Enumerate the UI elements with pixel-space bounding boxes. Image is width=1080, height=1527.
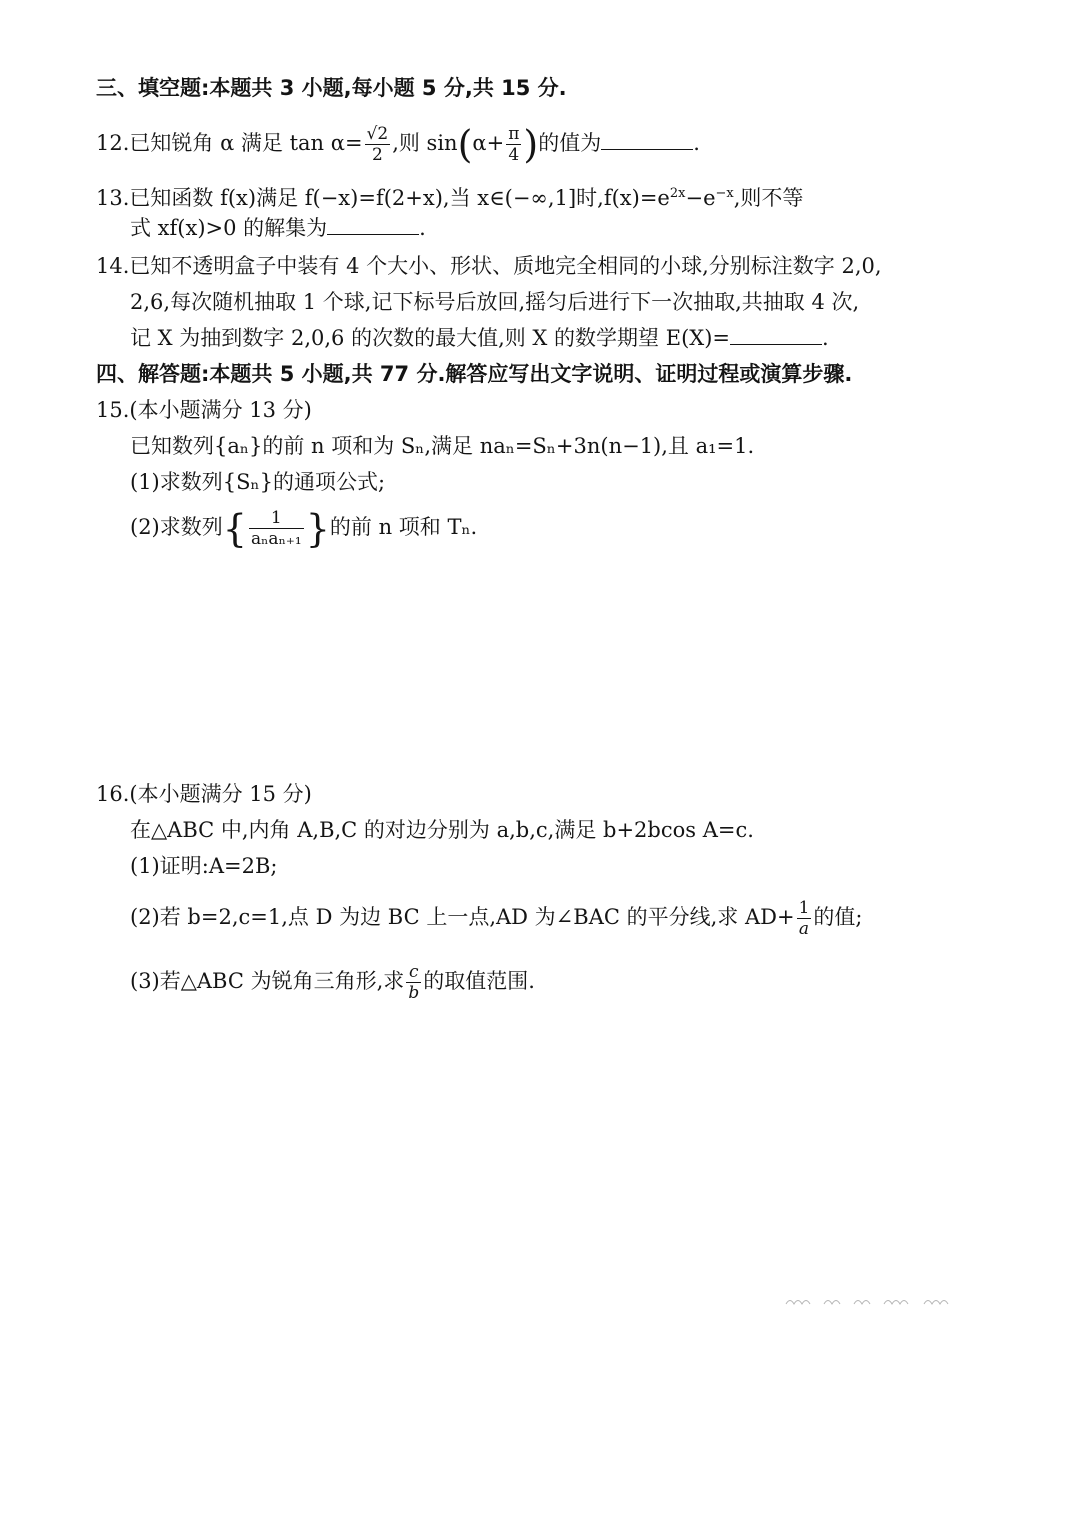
q13-tail1: ,则不等 bbox=[733, 186, 804, 210]
q15-part2-prefix: (2)求数列 bbox=[130, 515, 223, 539]
question-16-part-3 bbox=[130, 962, 1020, 1003]
faded-footer-watermark bbox=[784, 1296, 960, 1306]
question-14-line-3 bbox=[130, 322, 1020, 354]
q14-end: . bbox=[822, 326, 829, 350]
q16-part2-prefix: (2)若 b=2,c=1,点 D 为边 BC 上一点,AD 为∠BAC 的平分线,求 AD+ bbox=[130, 905, 795, 929]
q15-right-brace: } bbox=[305, 506, 330, 551]
q16-part3-suffix: 的取值范围. bbox=[423, 969, 535, 993]
question-14-line-2: 2,6,每次随机抽取 1 个球,记下标号后放回,摇匀后进行下一次抽取,共抽取 4 次, bbox=[130, 290, 860, 314]
q15-part2-suffix: 的前 n 项和 Tₙ. bbox=[329, 515, 478, 539]
question-12 bbox=[96, 124, 1020, 165]
question-16-part-2 bbox=[130, 898, 1020, 939]
q12-fraction bbox=[365, 124, 391, 165]
question-15-part-2 bbox=[130, 508, 1020, 549]
q12-suffix: 的值为 bbox=[538, 131, 602, 155]
q12-frac-num: √2 bbox=[366, 124, 389, 144]
question-16-title: 16.(本小题满分 15 分) bbox=[96, 782, 312, 806]
q12-pi-num: π bbox=[508, 124, 520, 144]
question-13-line-1 bbox=[96, 178, 1020, 214]
q15-fraction bbox=[249, 508, 304, 549]
q15-left-brace: { bbox=[222, 506, 247, 551]
q13-end: . bbox=[419, 216, 426, 240]
q12-prefix: 12.已知锐角 α 满足 tan α= bbox=[96, 131, 363, 155]
section-4-heading: 四、解答题:本题共 5 小题,共 77 分.解答应写出文字说明、证明过程或演算步骤. bbox=[96, 362, 853, 386]
question-15-title: 15.(本小题满分 13 分) bbox=[96, 398, 312, 422]
q13-exp1: 2x bbox=[669, 186, 686, 201]
q16-part2-suffix: 的值; bbox=[813, 905, 863, 929]
q13-answer-blank bbox=[327, 216, 419, 235]
question-15-part-1: (1)求数列{Sₙ}的通项公式; bbox=[130, 470, 386, 494]
q13-line2: 式 xf(x)>0 的解集为 bbox=[130, 216, 328, 240]
q12-pi-den: 4 bbox=[508, 145, 520, 165]
q12-right-paren: ) bbox=[523, 122, 539, 167]
question-15-stem: 已知数列{aₙ}的前 n 项和为 Sₙ,满足 naₙ=Sₙ+3n(n−1),且 a₁=1. bbox=[130, 434, 755, 458]
q14-answer-blank bbox=[730, 326, 822, 345]
q16-part2-fraction bbox=[797, 898, 812, 939]
question-16-stem: 在△ABC 中,内角 A,B,C 的对边分别为 a,b,c,满足 b+2bcos A=c. bbox=[130, 818, 754, 842]
q12-end: . bbox=[693, 131, 700, 155]
q12-mid: ,则 sin bbox=[392, 131, 458, 155]
q16-part3-prefix: (3)若△ABC 为锐角三角形,求 bbox=[130, 969, 405, 993]
q15-frac-num: 1 bbox=[249, 508, 304, 529]
q16-part3-num: c bbox=[406, 962, 421, 983]
q13-line1: 13.已知函数 f(x)满足 f(−x)=f(2+x),当 x∈(−∞,1]时,f(x)=e bbox=[96, 186, 670, 210]
q16-part3-fraction bbox=[406, 962, 421, 1003]
q15-frac-den: aₙaₙ₊₁ bbox=[250, 529, 302, 549]
q12-pi-fraction bbox=[506, 124, 521, 165]
q14-line3: 记 X 为抽到数字 2,0,6 的次数的最大值,则 X 的数学期望 E(X)= bbox=[130, 326, 730, 350]
q13-exp2: −x bbox=[715, 186, 734, 201]
q16-part2-num: 1 bbox=[798, 898, 810, 918]
q12-left-paren: ( bbox=[457, 122, 473, 167]
question-13-line-2 bbox=[130, 212, 1020, 244]
q12-frac-den: 2 bbox=[371, 145, 383, 165]
q12-answer-blank bbox=[601, 131, 693, 150]
question-16-part-1: (1)证明:A=2B; bbox=[130, 854, 278, 878]
section-3-heading: 三、填空题:本题共 3 小题,每小题 5 分,共 15 分. bbox=[96, 76, 567, 100]
question-14-line-1: 14.已知不透明盒子中装有 4 个大小、形状、质地完全相同的小球,分别标注数字 2,0, bbox=[96, 254, 882, 278]
q16-part2-den: a bbox=[798, 919, 810, 939]
q12-inner: α+ bbox=[472, 131, 505, 155]
q16-part3-den: b bbox=[408, 983, 420, 1003]
q13-minus: −e bbox=[685, 186, 716, 210]
